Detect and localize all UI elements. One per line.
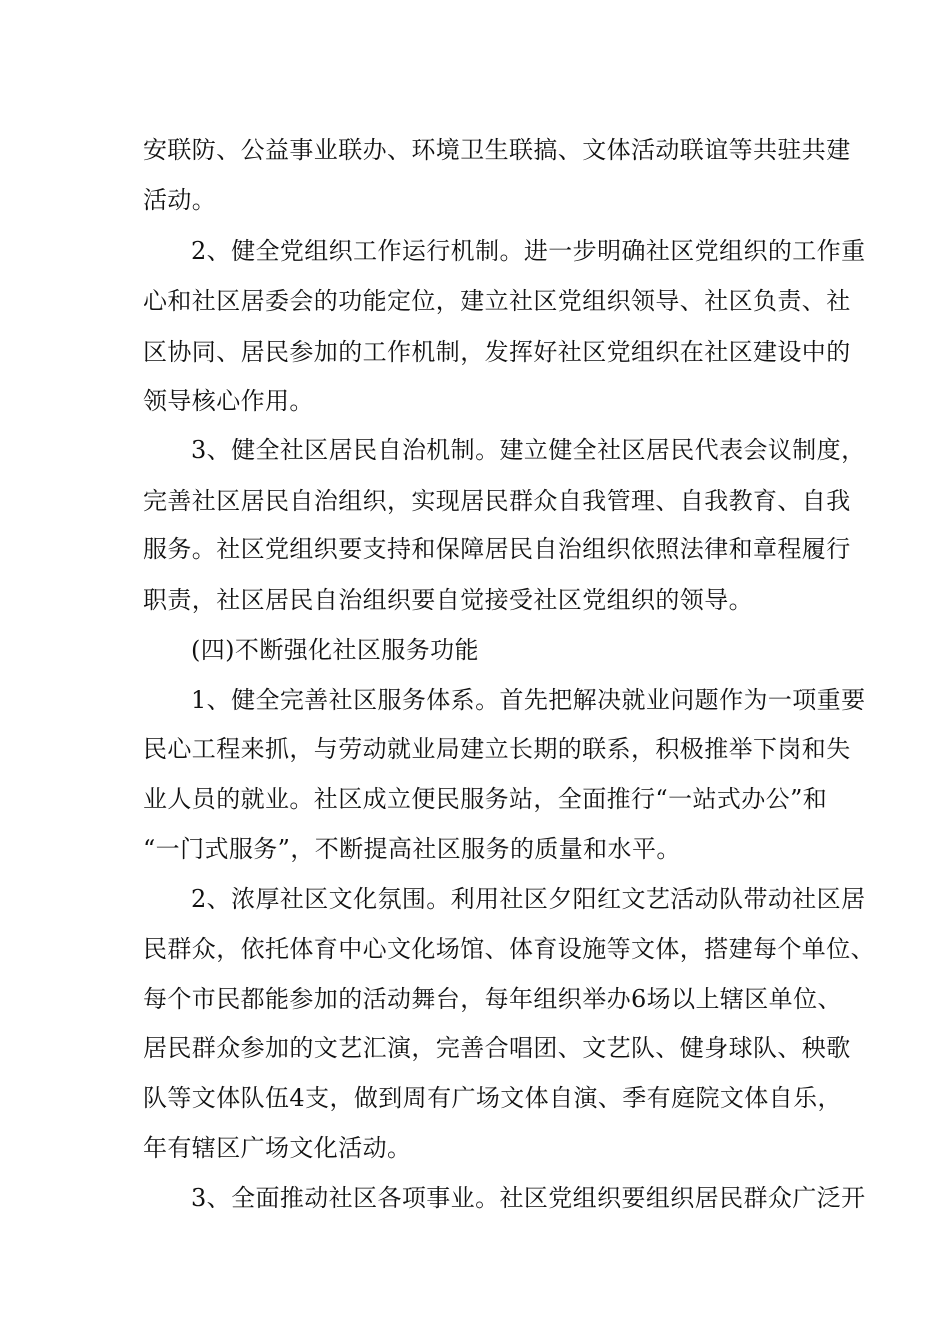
text-line: 民心工程来抓，与劳动就业局建立长期的联系，积极推举下岗和失 xyxy=(143,735,851,763)
text-line: 队等文体队伍4支，做到周有广场文体自演、季有庭院文体自乐， xyxy=(143,1084,842,1112)
text-line: 领导核心作用。 xyxy=(143,387,314,415)
text-line: 活动。 xyxy=(143,186,217,214)
paragraph-start-line: 1、健全完善社区服务体系。首先把解决就业问题作为一项重要 xyxy=(191,686,866,714)
paragraph-start-line: 2、浓厚社区文化氛围。利用社区夕阳红文艺活动队带动社区居 xyxy=(191,885,866,913)
text-line: 心和社区居委会的功能定位，建立社区党组织领导、社区负责、社 xyxy=(143,287,851,315)
paragraph-start-line: 3、健全社区居民自治机制。建立健全社区居民代表会议制度， xyxy=(191,436,866,464)
text-line: 职责，社区居民自治组织要自觉接受社区党组织的领导。 xyxy=(143,586,753,614)
text-line: 业人员的就业。社区成立便民服务站，全面推行“一站式办公”和 xyxy=(143,785,828,813)
text-line: 区协同、居民参加的工作机制，发挥好社区党组织在社区建设中的 xyxy=(143,338,851,366)
text-line: 民群众，依托体育中心文化场馆、体育设施等文体，搭建每个单位、 xyxy=(143,935,875,963)
text-line: 居民群众参加的文艺汇演，完善合唱团、文艺队、健身球队、秧歌 xyxy=(143,1034,851,1062)
text-line: 服务。社区党组织要支持和保障居民自治组织依照法律和章程履行 xyxy=(143,535,851,563)
text-line: 安联防、公益事业联办、环境卫生联搞、文体活动联谊等共驻共建 xyxy=(143,136,851,164)
paragraph-start-line: 3、全面推动社区各项事业。社区党组织要组织居民群众广泛开 xyxy=(191,1184,866,1212)
text-line: 完善社区居民自治组织，实现居民群众自我管理、自我教育、自我 xyxy=(143,487,851,515)
section-heading: (四)不断强化社区服务功能 xyxy=(191,636,479,664)
text-line: “一门式服务”，不断提高社区服务的质量和水平。 xyxy=(143,835,681,863)
text-line: 每个市民都能参加的活动舞台，每年组织举办6场以上辖区单位、 xyxy=(143,985,842,1013)
text-line: 年有辖区广场文化活动。 xyxy=(143,1134,412,1162)
paragraph-start-line: 2、健全党组织工作运行机制。进一步明确社区党组织的工作重 xyxy=(191,237,866,265)
